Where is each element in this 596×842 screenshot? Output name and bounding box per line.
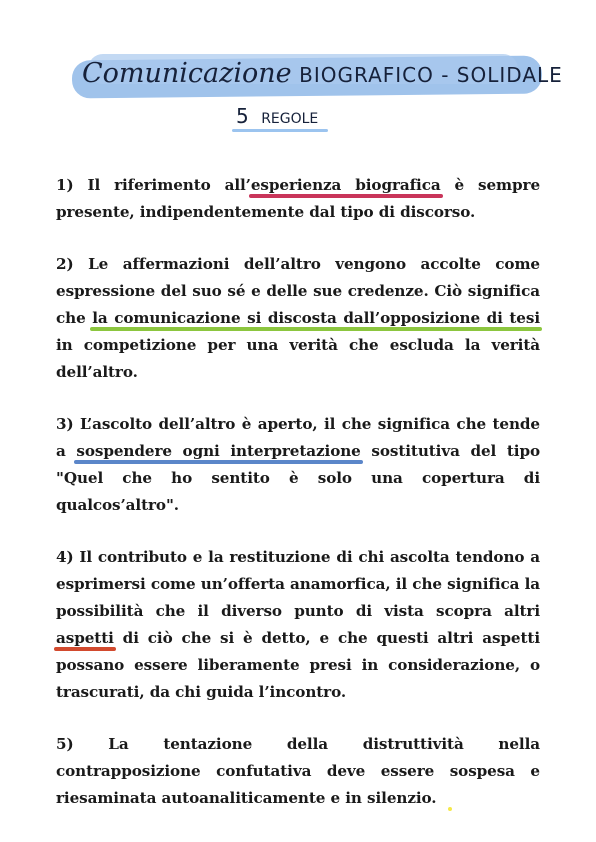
rule-highlight: sospesa e riesaminata autoanaliticamente e in silenzio. xyxy=(56,762,540,807)
title-script: Comunicazione xyxy=(82,58,292,89)
rule-text: 1) Il riferimento all’ xyxy=(56,176,251,194)
rule-text: è sempre presente, indipendentemente dal tipo di discorso. xyxy=(56,176,541,221)
rule-text: 3) L’ascolto dell’altro è aperto, il che significa che tende a xyxy=(56,415,540,460)
rule-highlight: la comunicazione si discosta dall’opposizione di tesi xyxy=(92,309,540,327)
rule-4 xyxy=(56,544,540,706)
rule-text: di ciò che si è detto, e che questi altri aspetti possano essere liberamente presi in considerazione, o trascurati, da chi guida l’incontro. xyxy=(56,629,540,701)
page-title xyxy=(82,58,563,98)
header xyxy=(0,0,596,140)
rule-text: 5) La tentazione della distruttività nella contrapposizione confutativa deve essere xyxy=(56,735,540,780)
rule-1 xyxy=(56,172,540,226)
rule-3 xyxy=(56,411,540,519)
rules-list xyxy=(56,172,540,837)
rule-2 xyxy=(56,251,540,386)
rule-text: 4) Il contributo e la restituzione di chi ascolta tendono a esprimersi come un’offerta anamorfica, il che significa la xyxy=(56,548,540,593)
title-caps: BIOGRAFICO - SOLIDALE xyxy=(299,63,563,87)
subtitle-number: 5 xyxy=(236,104,249,128)
subtitle-underline xyxy=(232,129,328,132)
rule-5 xyxy=(56,731,540,812)
rule-highlight: sospendere ogni interpretazione xyxy=(76,442,361,460)
rule-text: in competizione per una verità che escluda la verità dell’altro. xyxy=(56,336,540,381)
rule-text: sostitutiva del tipo "Quel che ho sentito è solo una copertura di qualcos’altro". xyxy=(56,442,540,514)
rule-text: 2) Le affermazioni dell’altro vengono accolte come espressione del suo sé e delle sue credenze. Ciò significa che xyxy=(56,255,540,327)
rule-highlight: esperienza biografica xyxy=(250,176,441,194)
subtitle-text: REGOLE xyxy=(261,111,319,127)
page-subtitle xyxy=(236,104,318,128)
rule-highlight: possibilità che il diverso punto di vista scopra altri aspetti xyxy=(56,602,540,647)
